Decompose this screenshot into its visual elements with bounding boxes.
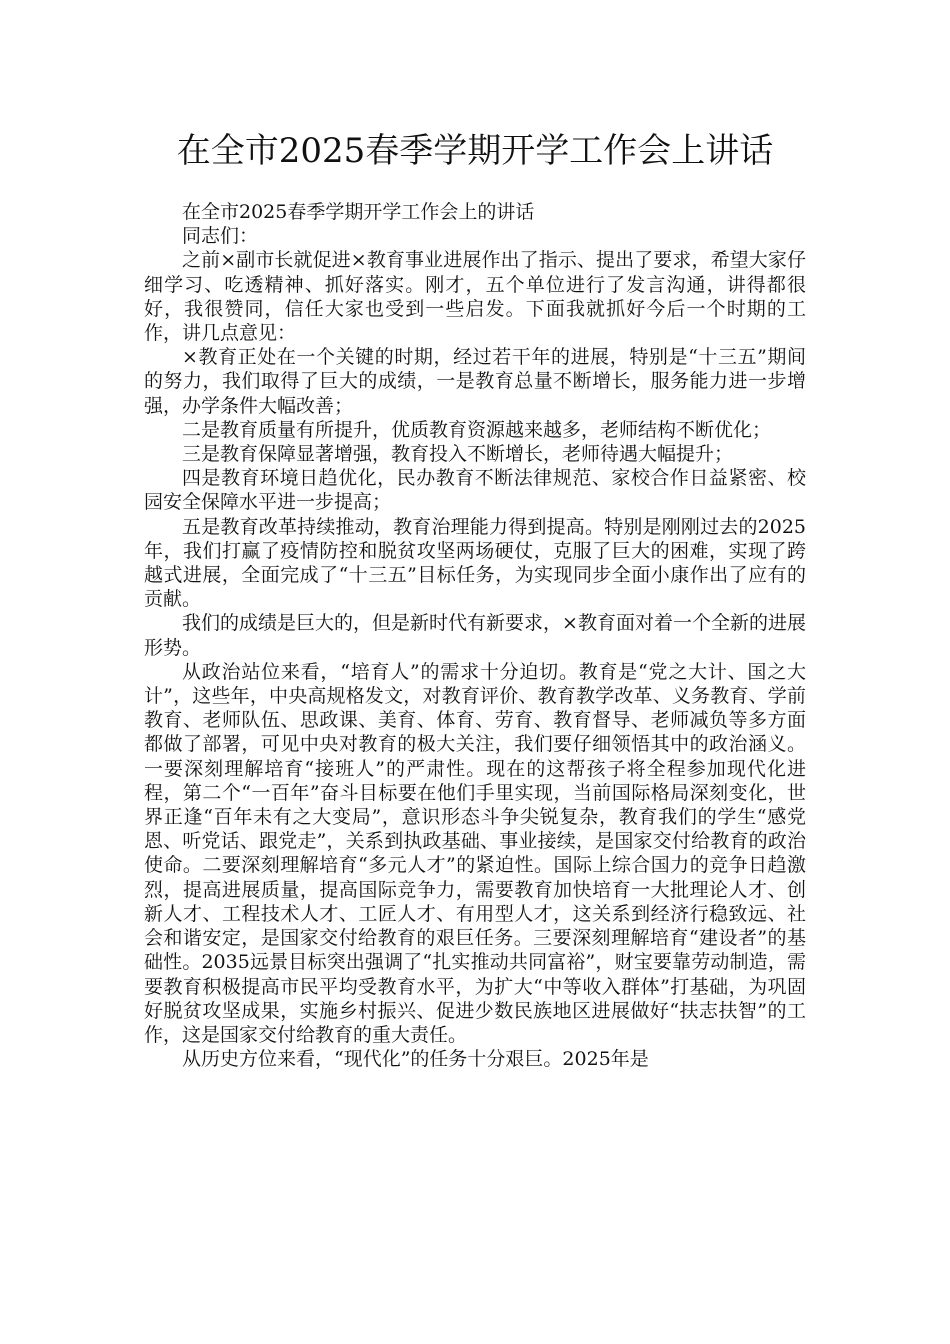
document-title: 在全市2025春季学期开学工作会上讲话 <box>176 131 774 171</box>
body-paragraph: 二是教育质量有所提升，优质教育资源越来越多，老师结构不断优化； <box>182 418 772 441</box>
body-paragraph: 四是教育环境日趋优化，民办教育不断法律规范、家校合作日益紧密、校园安全保障水平进一步提高； <box>144 467 806 514</box>
salutation-paragraph: 同志们： <box>182 225 259 248</box>
body-paragraph: 我们的成绩是巨大的，但是新时代有新要求，×教育面对着一个全新的进展形势。 <box>144 612 806 659</box>
body-paragraph: 之前×副市长就促进×教育事业进展作出了指示、提出了要求，希望大家仔细学习、吃透精神、抓好落实。刚才，五个单位进行了发言沟通，讲得都很好，我很赞同，信任大家也受到一些启发。下面我就抓好今后一个时期的工作，讲几点意见： <box>144 249 806 345</box>
body-paragraph: 从政治站位来看，“培育人”的需求十分迫切。教育是“党之大计、国之大计”，这些年，中央高规格发文，对教育评价、教育教学改革、义务教育、学前教育、老师队伍、思政课、美育、体育、劳育、教育督导、老师减负等多方面都做了部署，可见中央对教育的极大关注，我们要仔细领悟其中的政治涵义。一要深刻理解培育“接班人”的严肃性。现在的这帮孩子将全程参加现代化进程，第二个“一百年”奋斗目标要在他们手里实现，当前国际格局深刻变化，世界正逢“百年未有之大变局”，意识形态斗争尖锐复杂，教育我们的学生“感党恩、听党话、跟党走”，关系到执政基础、事业接续，是国家交付给教育的政治使命。二要深刻理解培育“多元人才”的紧迫性。国际上综合国力的竞争日趋激烈，提高进展质量，提高国际竞争力，需要教育加快培育一大批理论人才、创新人才、工程技术人才、工匠人才、有用型人才，这关系到经济行稳致远、社会和谐安定，是国家交付给教育的艰巨任务。三要深刻理解培育“建设者”的基础性。2035远景目标突出强调了“扎实推动共同富裕”，财宝要靠劳动制造，需要教育积极提高市民平均受教育水平，为扩大“中等收入群体”打基础，为巩固好脱贫攻坚成果，实施乡村振兴、促进少数民族地区进展做好“扶志扶智”的工作，这是国家交付给教育的重大责任。 <box>144 660 806 1046</box>
body-paragraph: 五是教育改革持续推动，教育治理能力得到提高。特别是刚刚过去的2025年，我们打赢了疫情防控和脱贫攻坚两场硬仗，克服了巨大的困难，实现了跨越式进展，全面完成了“十三五”目标任务，为实现同步全面小康作出了应有的贡献。 <box>144 515 806 611</box>
document-body <box>144 200 806 1071</box>
subtitle-paragraph: 在全市2025春季学期开学工作会上的讲话 <box>182 201 535 223</box>
body-paragraph: 三是教育保障显著增强，教育投入不断增长，老师待遇大幅提升； <box>182 443 734 466</box>
body-paragraph: ×教育正处在一个关键的时期，经过若干年的进展，特别是“十三五”期间的努力，我们取得了巨大的成绩，一是教育总量不断增长，服务能力进一步增强，办学条件大幅改善； <box>144 346 806 417</box>
body-paragraph: 从历史方位来看，“现代化”的任务十分艰巨。2025年是 <box>182 1048 649 1071</box>
